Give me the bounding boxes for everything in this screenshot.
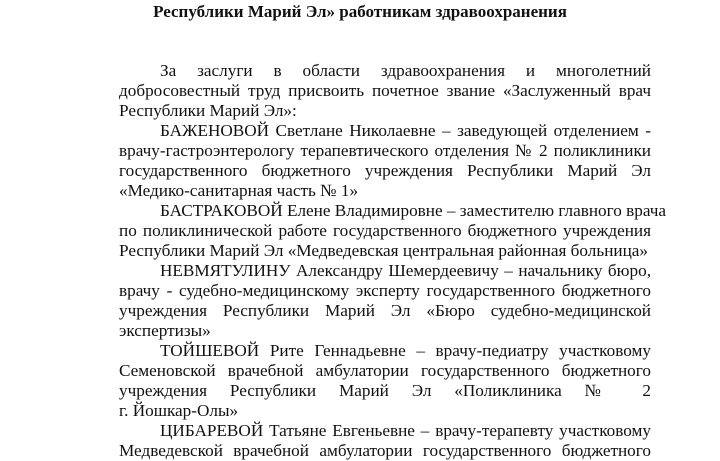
paragraph-line: «Медико-санитарная часть № 1» bbox=[119, 181, 359, 200]
paragraph-line: Республики Марий Эл «Медведевская центральная районная больница» bbox=[119, 241, 649, 260]
paragraph-line: Семеновской врачебной амбулатории государственного бюджетного bbox=[119, 361, 651, 380]
paragraph-line: учреждения Республики Марий Эл «Бюро судебно-медицинской bbox=[119, 301, 651, 320]
paragraph-line: Медведевской врачебной амбулатории государственного бюджетного bbox=[119, 441, 651, 460]
paragraph-line: добросовестный труд присвоить почетное звание «Заслуженный врач bbox=[119, 81, 651, 100]
document-heading: Республики Марий Эл» работникам здравоохранения bbox=[153, 2, 567, 21]
paragraph-line: БАЖЕНОВОЙ Светлане Николаевне – заведующей отделением - bbox=[160, 121, 651, 140]
paragraph-line: г. Йошкар-Олы» bbox=[119, 401, 239, 420]
paragraph-line: врачу-гастроэнтерологу терапевтического отделения № 2 поликлиники bbox=[119, 141, 651, 160]
paragraph-line: Республики Марий Эл»: bbox=[119, 101, 297, 120]
paragraph-line: ЦИБАРЕВОЙ Татьяне Евгеньевне – врачу-терапевту участковому bbox=[160, 421, 651, 440]
paragraph-line: экспертизы» bbox=[119, 321, 211, 340]
paragraph-line: ТОЙШЕВОЙ Рите Геннадьевне – врачу-педиатру участковому bbox=[160, 341, 651, 360]
paragraph-line: государственного бюджетного учреждения Республики Марий Эл bbox=[119, 161, 651, 180]
paragraph-line: НЕВМЯТУЛИНУ Александру Шемердеевичу – начальнику бюро, bbox=[160, 261, 651, 280]
paragraph-line: БАСТРАКОВОЙ Елене Владимировне – заместителю главного врача bbox=[160, 201, 667, 220]
paragraph-line: врачу - судебно-медицинскому эксперту государственного бюджетного bbox=[119, 281, 651, 300]
paragraph-line: За заслуги в области здравоохранения и многолетний bbox=[160, 61, 651, 80]
paragraph-line: учреждения Республики Марий Эл «Поликлиника № 2 bbox=[119, 381, 651, 400]
paragraph-line: по поликлинической работе государственного бюджетного учреждения bbox=[119, 221, 651, 240]
